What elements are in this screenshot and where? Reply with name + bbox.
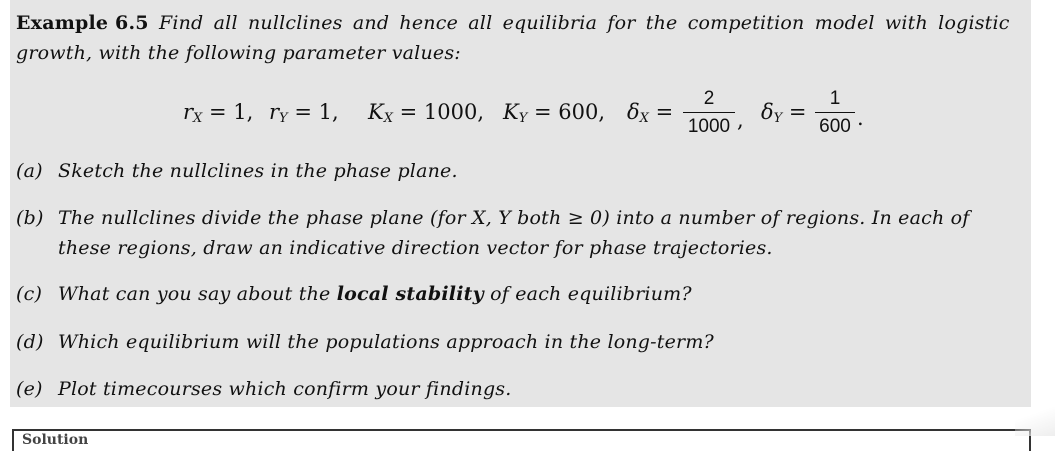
question-item-b (16, 207, 970, 229)
dx-fraction (683, 88, 735, 138)
item-label: (e) (16, 378, 43, 400)
question-item-c (16, 283, 692, 305)
dx-denominator: 1000 (687, 116, 731, 137)
question-item-e (16, 378, 512, 400)
page-corner-shadow (1015, 400, 1055, 436)
question-item-b-continued: these regions, draw an indicative direction vector for phase trajectories. (58, 237, 773, 259)
item-label: (a) (16, 160, 43, 182)
dx-fraction-bar (683, 112, 735, 113)
parameter-formula (183, 88, 883, 144)
rx-term: $r_X = 1$, (183, 100, 254, 126)
example-number: Example 6.5 (16, 12, 149, 34)
item-text-bold: local stability (336, 283, 484, 305)
item-text-before: What can you say about the (58, 283, 337, 305)
dx-label: $\delta_X$ = (627, 100, 674, 126)
solution-heading: Solution (22, 432, 89, 448)
question-item-d (16, 331, 714, 353)
dx-numerator: 2 (703, 88, 715, 109)
dy-fraction (815, 88, 855, 138)
dy-period: . (857, 106, 864, 130)
dx-comma: , (737, 108, 744, 132)
statement-line-2: growth, with the following parameter values: (16, 42, 461, 64)
statement-line-1: Find all nullclines and hence all equilibria for the competition model with logistic (158, 12, 1010, 34)
item-text: Plot timecourses which confirm your findings. (58, 378, 512, 400)
dy-denominator: 600 (819, 116, 851, 137)
question-item-a (16, 160, 458, 182)
dy-numerator: 1 (829, 88, 841, 109)
item-label: (b) (16, 207, 44, 229)
dy-fraction-bar (815, 112, 855, 113)
item-text-line-1: The nullclines divide the phase plane (for X, Y both ≥ 0) into a number of regions. In each of (58, 207, 970, 229)
solution-box (12, 429, 1031, 451)
ry-value: 1 (318, 100, 332, 124)
kx-value: 1000 (423, 100, 478, 124)
dy-label: $\delta_Y$ = (761, 100, 807, 126)
rx-value: 1 (233, 100, 247, 124)
kx-term: $K_X = 1000$, (368, 100, 485, 126)
item-text: Sketch the nullclines in the phase plane. (58, 160, 458, 182)
example-heading (16, 12, 1010, 34)
item-label: (c) (16, 283, 43, 305)
item-text-after: of each equilibrium? (483, 283, 692, 305)
ky-value: 600 (558, 100, 599, 124)
item-text: Which equilibrium will the populations approach in the long-term? (58, 331, 714, 353)
ry-term: $r_Y = 1$, (269, 100, 339, 126)
item-label: (d) (16, 331, 44, 353)
ky-term: $K_Y = 600$, (503, 100, 606, 126)
